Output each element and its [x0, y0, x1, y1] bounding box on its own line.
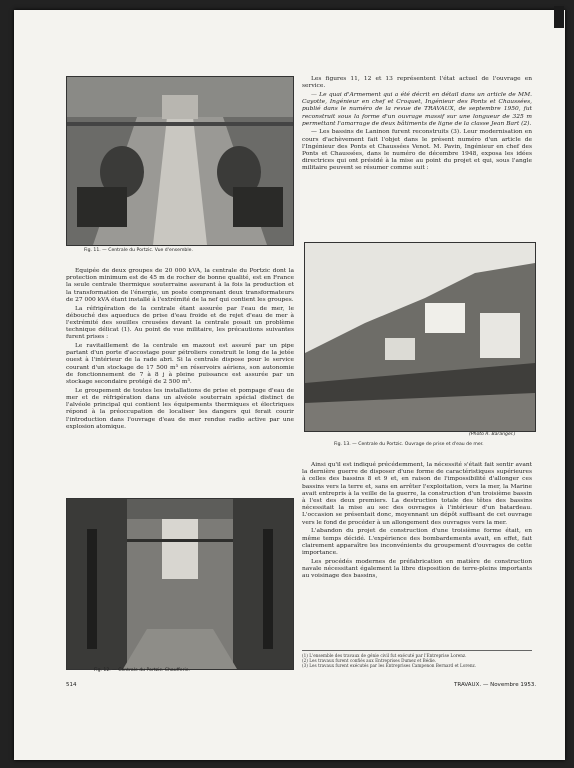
- fig12-caption: Fig. 12. — Centrale du Portzic. Chaufferie.: [94, 668, 191, 673]
- fig13-photo: [304, 242, 536, 432]
- fig13-credit: (Photo R. Baranger.): [469, 432, 516, 437]
- fig13-caption: Fig. 13. — Centrale du Portzic. Ouvrage de prise et d'eau de mer.: [334, 442, 484, 447]
- journal-footer: TRAVAUX. — Novembre 1953.: [454, 682, 537, 688]
- fig11-photo: [66, 76, 294, 246]
- paragraph: Les figures 11, 12 et 13 représentent l'état actuel de l'ouvrage en service.: [302, 76, 532, 90]
- paragraph: Ainsi qu'il est indiqué précédemment, la nécessité s'était fait sentir avant la dernière guerre de disposer d'une forme de caractéristiques supérieures à celles des bassins 8 et 9 et, en raison de l'impossibilité d'allonger ces bassins vers la terre et, sans en arrêter l'exploitation, vers la mer, la Marine avait entrepris à la veille de la guerre, la construction d'un troisième bassin à l'est des deux premiers. La destruction totale des têtes des bassins nécessitait la mise au sec des ouvrages à l'intérieur d'un batardeau. L'occasion se présentait donc, moyennant un dépôt suffisant de cet ouvrage vers le fond de procéder à un allongement des ouvrages vers la mer.: [302, 462, 532, 526]
- boiler-room-image: [67, 499, 293, 669]
- paragraph: Le groupement de toutes les installations de prise et pompage d'eau de mer et de réfrigération dans un alvéole souterrain spécial distinct de l'alvéole principal qui contient les équipements thermiques et électriques répond à la préoccupation de localiser les dangers qui ferait courir l'introduction dans l'ouvrage d'eau de mer rendue radio active par une explosion atomique.: [66, 387, 294, 430]
- right-column-text-bottom: [302, 462, 532, 582]
- paragraph: L'abandon du projet de construction d'une troisième forme était, en même temps décidé. L'expérience des bombardements avait, en effet, fait clairement apparaître les inconvénients du groupement d'ouvrages de cette importance.: [302, 528, 532, 556]
- power-plant-hall-image: [67, 77, 293, 245]
- document-page: [14, 10, 565, 760]
- footnotes: [302, 650, 532, 669]
- footnote: (3) Les travaux furent exécutés par les Entreprises Campenon Bernard et Lorenz.: [302, 663, 477, 669]
- page-number: 514: [66, 682, 77, 688]
- paragraph: Le ravitaillement de la centrale en mazout est assuré par un pipe partant d'un porte d'accostage pour pétroliers construit le long de la jetée ouest à l'intérieur de la rade abri. Si la centrale dispose pour le service courant d'un stockage de 17 500 m³ en réservoirs aériens, son autonomie de fonctionnement de 7 à 8 j à pleine puissance est assurée par un stockage secondaire protégé de 2 500 m³.: [66, 343, 294, 386]
- footnote: (2) Les travaux furent confiés aux Entreprises Dumez et Bédie.: [302, 658, 437, 664]
- left-column-text: [66, 268, 294, 432]
- paragraph: La réfrigération de la centrale étant assurée par l'eau de mer, le débouché des aqueducs de prise d'eau froide et de rejet d'eau de mer à l'extrémité des souilles creusées devant la centrale posait un problème technique délicat (1). Au point de vue militaire, les précautions suivantes furent prises :: [66, 305, 294, 341]
- fig12-photo: [66, 498, 294, 670]
- right-column-text-top: [302, 76, 532, 174]
- paragraph: — Le quai d'Armement qui a été décrit en détail dans un article de MM. Cayotte, Ingénieur en chef et Croquet, Ingénieur des Ponts et Chaussées, publié dans le numéro de la revue de TRAVAUX, de septembre 1950, fut reconstruit sous la forme d'un ouvrage massif sur une longueur de 325 m permettant l'amarrage de deux bâtiments de ligne de la classe Jean Bart (2).: [302, 91, 532, 127]
- paragraph: Les procédés modernes de préfabrication en matière de construction navale nécessitant également la libre disposition de terre-pleins importants au voisinage des bassins,: [302, 558, 532, 580]
- sea-water-intake-image: [305, 243, 535, 431]
- footnote: (1) L'ensemble des travaux de génie civil fut exécuté par l'Entreprise Lorenz.: [302, 653, 467, 658]
- paragraph: — Les bassins de Laninon furent reconstruits (3). Leur modernisation en cours d'achèvement fait l'objet dans le présent numéro d'un article de l'Ingénieur des Ponts et Chaussées Venot. M. Pavin, Ingénieur en chef des Ponts et Chaussées, dans le numéro de décembre 1948, exposa les idées directrices qui ont présidé à la mise au point du projet et qui, sous l'angle militaire peuvent se résumer comme suit :: [302, 129, 532, 172]
- scan-corner-mark: [554, 6, 564, 28]
- fig11-caption: Fig. 11. — Centrale du Portzic. Vue d'ensemble.: [84, 248, 193, 253]
- paragraph: Equipée de deux groupes de 20 000 kVA, la centrale du Portzic dont la protection minimum est de 45 m de rocher de bonne qualité, est en France la seule centrale thermique souterraine assurant à la fois la production et la transformation de l'énergie, un poste comprenant deux transformateurs de 27 000 kVA étant installé à l'extrémité de la nef qui contient les groupes.: [66, 268, 294, 303]
